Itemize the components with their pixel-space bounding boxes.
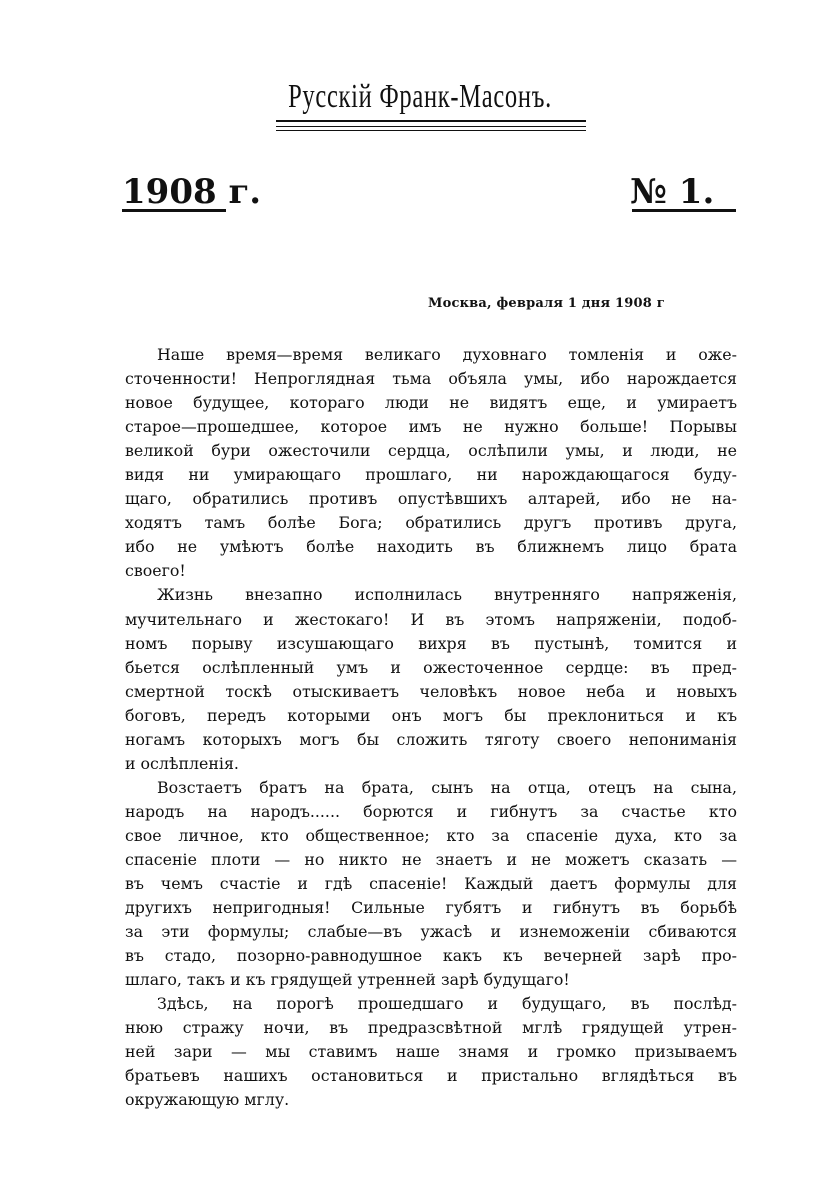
title-rule-thin-2 <box>276 130 586 131</box>
text-line: шлаго, такъ и къ грядущей утренней зарѣ будущаго! <box>125 970 570 990</box>
text-line: въ стадо, позорно-равнодушное какъ къ вечерней зарѣ про- <box>125 946 737 966</box>
text-line: ней зари — мы ставимъ наше знамя и громко призываемъ <box>125 1042 737 1062</box>
text-line: окружающую мглу. <box>125 1090 290 1110</box>
text-line: щаго, обратились противъ опустѣвшихъ алтарей, ибо не на- <box>125 489 737 509</box>
text-line: великой бури ожесточили сердца, ослѣпили умы, и люди, не <box>125 441 737 461</box>
text-line: боговъ, передъ которыми онъ могъ бы преклониться и къ <box>125 705 737 725</box>
article-body <box>125 343 737 1113</box>
text-line: Возстаетъ братъ на брата, сынъ на отца, отецъ на сына, <box>157 777 737 797</box>
text-line: Жизнь внезапно исполнилась внутренняго напряженія, <box>157 585 737 605</box>
title-rule-thin-1 <box>276 126 586 127</box>
text-line: видя ни умирающаго прошлаго, ни нарождающагося буду- <box>125 465 737 485</box>
text-line: мучительнаго и жестокаго! И въ этомъ напряженіи, подоб- <box>125 609 737 629</box>
title-rule-thick <box>276 120 586 122</box>
text-line: за эти формулы; слабые—въ ужасѣ и изнеможеніи сбиваются <box>125 922 737 942</box>
issue-underline <box>632 209 736 212</box>
text-line: старое—прошедшее, которое имъ не нужно больше! Порывы <box>125 417 737 437</box>
text-line: спасеніе плоти — но никто не знаетъ и не можетъ сказать — <box>125 849 737 869</box>
text-line: братьевъ нашихъ остановиться и пристально вглядѣться въ <box>125 1066 737 1086</box>
issue-year: 1908 г. <box>122 172 262 212</box>
text-line: своего! <box>125 561 186 581</box>
year-underline <box>122 209 226 212</box>
issue-number: № 1. <box>630 172 715 212</box>
text-line: номъ порыву изсушающаго вихря въ пустынѣ, томится и <box>125 633 737 653</box>
text-line: въ чемъ счастіе и гдѣ спасеніе! Каждый даетъ формулы для <box>125 874 737 894</box>
text-line: новое будущее, котораго люди не видятъ еще, и умираетъ <box>125 393 737 413</box>
text-line: сточенности! Непроглядная тьма объяла умы, ибо нарождается <box>125 369 737 389</box>
text-line: Наше время—время великаго духовнаго томленія и оже- <box>157 345 737 364</box>
text-line: бьется ослѣпленный умъ и ожесточенное сердце: въ пред- <box>125 657 737 677</box>
text-line: смертной тоскѣ отыскиваетъ человѣкъ новое неба и новыхъ <box>125 681 737 701</box>
text-line: ходятъ тамъ болѣе Бога; обратились другъ противъ друга, <box>125 513 737 533</box>
text-line: нюю стражу ночи, въ предразсвѣтной мглѣ грядущей утрен- <box>125 1018 737 1038</box>
dateline: Москва, февраля 1 дня 1908 г <box>428 296 665 311</box>
text-line: и ослѣпленія. <box>125 753 239 773</box>
text-line: Здѣсь, на порогѣ прошедшаго и будущаго, въ послѣд- <box>157 994 737 1014</box>
text-line: другихъ непригодныя! Сильные губятъ и гибнутъ въ борьбѣ <box>125 898 737 918</box>
text-line: свое личное, кто общественное; кто за спасеніе духа, кто за <box>125 825 737 845</box>
journal-title: Русскій Франк-Масонъ. <box>288 78 552 115</box>
text-line: ногамъ которыхъ могъ бы сложить тяготу своего непониманія <box>125 729 737 749</box>
text-line: народъ на народъ...... борются и гибнутъ за счастье кто <box>125 801 737 821</box>
text-line: ибо не умѣютъ болѣе находить въ ближнемъ лицо брата <box>125 537 737 557</box>
